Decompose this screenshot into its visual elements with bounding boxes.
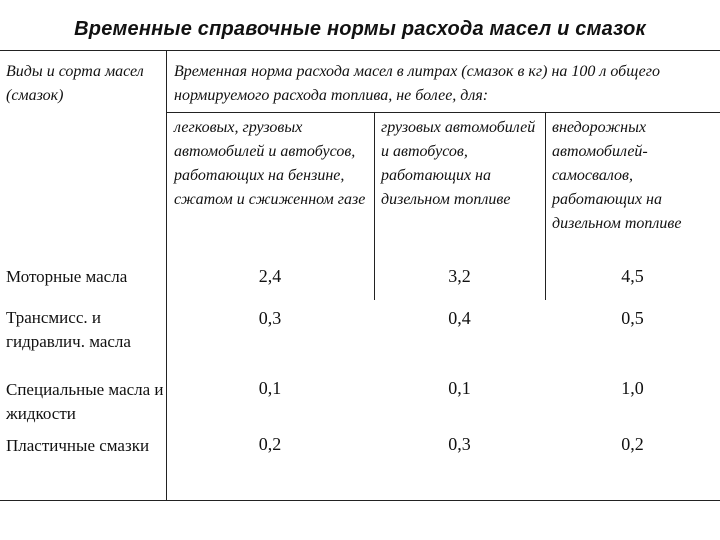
header-row-label: Виды и сорта масел (смазок) bbox=[6, 63, 144, 104]
page-title: Временные справочные нормы расхода масел и смазок bbox=[74, 18, 646, 40]
value-motor-oils-diesel: 3,2 bbox=[448, 266, 471, 286]
grid-line-h1 bbox=[166, 112, 720, 113]
value-greases-offroad: 0,2 bbox=[621, 434, 644, 454]
header-norm-label: Временная норма расхода масел в литрах (смазок в кг) на 100 л общего нормируемого расхода топлива, не более, для: bbox=[174, 63, 661, 104]
title-underline bbox=[0, 50, 720, 51]
grid-line-h2 bbox=[0, 500, 720, 501]
value-transmission-oils-offroad: 0,5 bbox=[621, 308, 644, 328]
row-name-transmission-oils: Трансмисс. и гидравлич. масла bbox=[6, 308, 131, 351]
row-name-special-oils: Специальные масла и жидкости bbox=[6, 380, 164, 423]
header-column-petrol-gas: легковых, грузовых автомобилей и автобусов, работающих на бензине, сжатом и сжиженном газе bbox=[174, 119, 366, 208]
row-name-motor-oils: Моторные масла bbox=[6, 267, 128, 286]
header-column-offroad-dump: внедорожных автомобилей-самосвалов, работающих на дизельном топливе bbox=[552, 119, 682, 232]
value-special-oils-diesel: 0,1 bbox=[448, 378, 471, 398]
value-greases-petrol: 0,2 bbox=[258, 434, 282, 454]
value-special-oils-petrol: 0,1 bbox=[258, 378, 282, 398]
value-special-oils-offroad: 1,0 bbox=[621, 378, 644, 398]
value-greases-diesel: 0,3 bbox=[448, 434, 471, 454]
value-transmission-oils-diesel: 0,4 bbox=[448, 308, 471, 328]
value-motor-oils-petrol: 2,4 bbox=[258, 266, 282, 286]
header-column-diesel: грузовых автомобилей и автобусов, работающих на дизельном топливе bbox=[381, 119, 536, 208]
row-name-greases: Пластичные смазки bbox=[6, 436, 150, 455]
value-motor-oils-offroad: 4,5 bbox=[621, 266, 644, 286]
value-transmission-oils-petrol: 0,3 bbox=[258, 308, 282, 328]
